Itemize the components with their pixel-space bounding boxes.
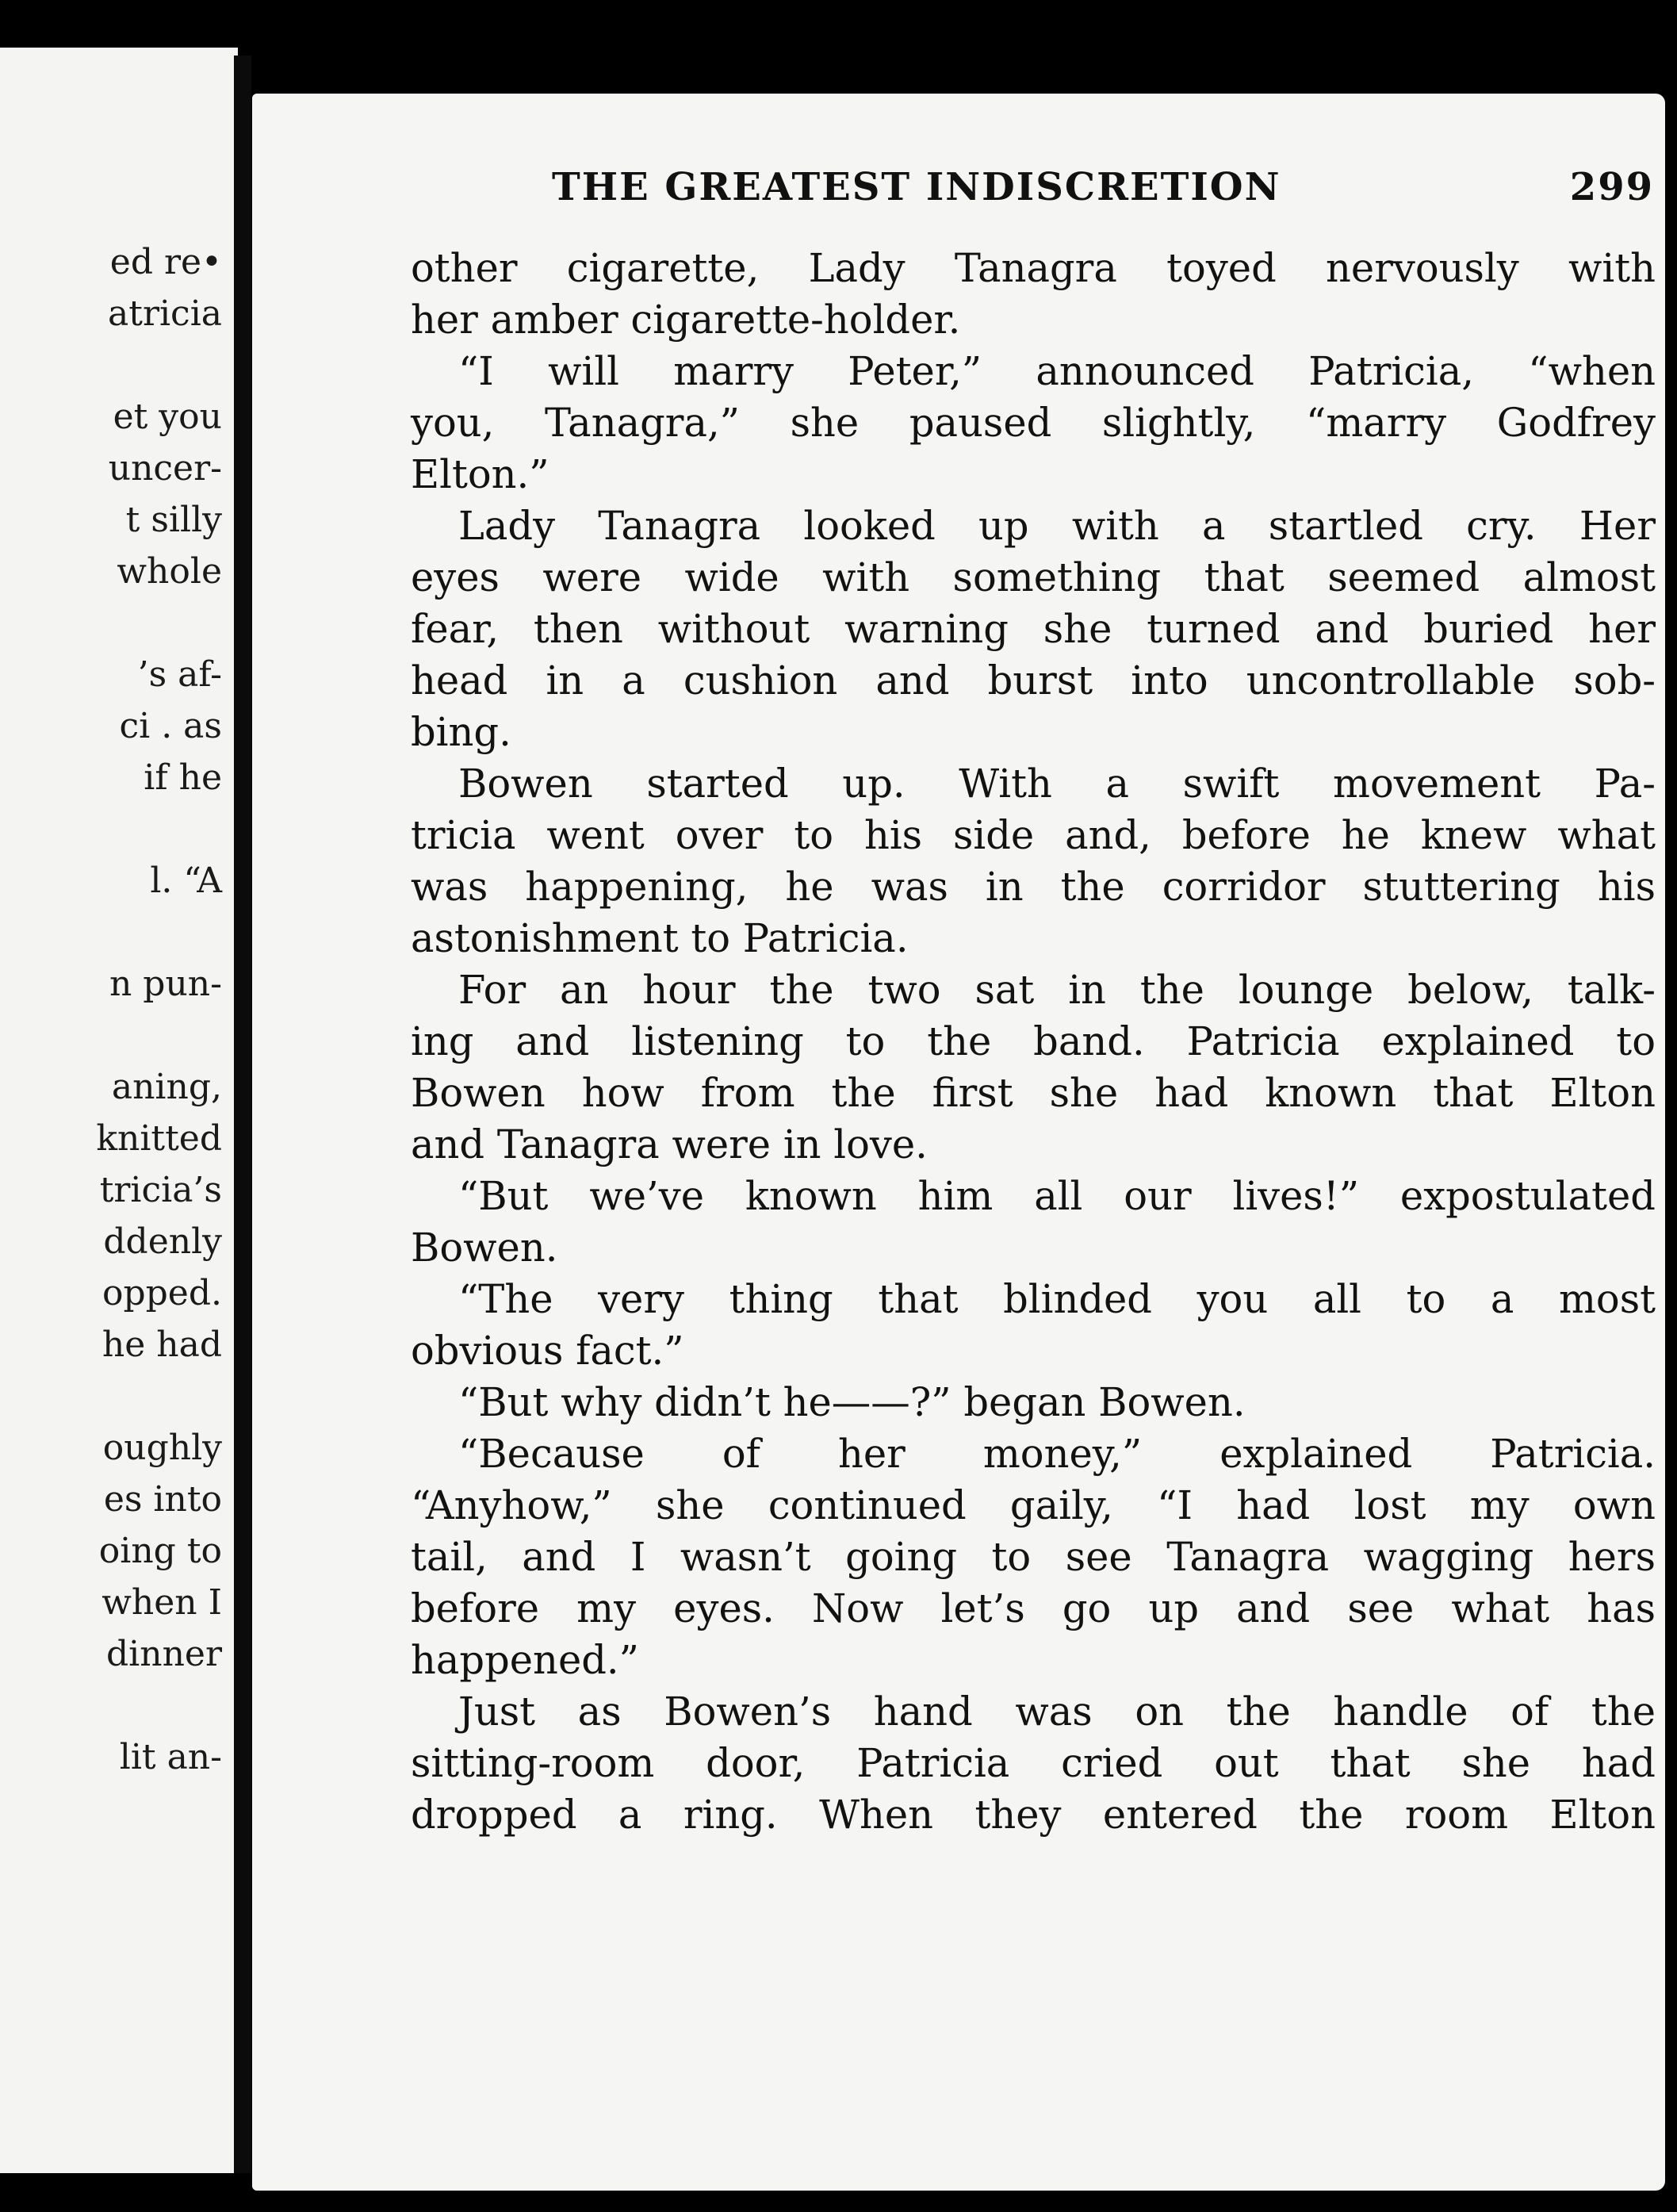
text-line: happened.” [411, 1637, 639, 1683]
body-text [411, 243, 1656, 1841]
page-number: 299 [1569, 165, 1654, 209]
text-line: For an hour the two sat in the lounge below, talk- [458, 967, 1656, 1013]
text-line: head in a cushion and burst into uncontrollable sob- [411, 657, 1656, 703]
left-page-fragment: t silly [125, 500, 222, 540]
text-line: Just as Bowen’s hand was on the handle of the [458, 1689, 1656, 1735]
text-line: “But why didn’t he——?” began Bowen. [458, 1379, 1246, 1425]
text-line: Bowen. [411, 1225, 558, 1271]
text-line: “I will marry Peter,” announced Patricia, “when [458, 348, 1656, 394]
text-line: “But we’ve known him all our lives!” expostulated [458, 1173, 1656, 1219]
left-page [0, 48, 238, 2173]
text-line: Elton.” [411, 451, 549, 497]
right-page [252, 94, 1665, 2191]
left-page-fragment: when I [101, 1582, 222, 1623]
left-page-fragment: ddenly [103, 1221, 222, 1262]
text-line: bing. [411, 709, 511, 755]
left-page-fragment: atricia [108, 293, 222, 334]
text-line: and Tanagra were in love. [411, 1121, 928, 1167]
text-line: sitting-room door, Patricia cried out that she had [411, 1740, 1656, 1786]
left-page-fragment: l. “A [150, 861, 222, 901]
text-line: fear, then without warning she turned and buried her [411, 606, 1656, 652]
text-line: ing and listening to the band. Patricia explained to [411, 1018, 1656, 1064]
text-line: you, Tanagra,” she paused slightly, “marry Godfrey [411, 400, 1656, 446]
left-page-fragment: ’s af- [137, 654, 222, 695]
left-page-fragment: tricia’s [99, 1170, 222, 1210]
left-page-fragment: he had [101, 1325, 222, 1365]
left-page-fragment: aning, [111, 1067, 222, 1107]
text-line: tail, and I wasn’t going to see Tanagra wagging hers [411, 1534, 1656, 1580]
text-line: dropped a ring. When they entered the room Elton [411, 1792, 1656, 1838]
left-page-fragment: uncer- [108, 448, 222, 489]
left-page-fragment: ed re• [109, 242, 222, 282]
left-page-fragment: whole [117, 551, 222, 592]
left-page-fragment: oughly [102, 1428, 222, 1468]
text-line: before my eyes. Now let’s go up and see what has [411, 1585, 1656, 1631]
left-page-fragment: oing to [98, 1531, 222, 1571]
running-title: THE GREATEST INDISCRETION [552, 165, 1281, 209]
text-line: obvious fact.” [411, 1328, 684, 1374]
left-page-fragment: if he [144, 757, 222, 798]
left-page-fragment: opped. [101, 1273, 222, 1313]
left-page-fragment: ci . as [119, 706, 222, 746]
text-line: Bowen how from the first she had known that Elton [411, 1070, 1656, 1116]
text-line: was happening, he was in the corridor stuttering his [411, 864, 1656, 910]
text-line: Bowen started up. With a swift movement Pa- [458, 761, 1656, 807]
text-line: tricia went over to his side and, before he knew what [411, 812, 1656, 858]
left-page-fragment: n pun- [109, 964, 222, 1004]
text-line: Lady Tanagra looked up with a startled cry. Her [458, 503, 1656, 549]
text-line: “Anyhow,” she continued gaily, “I had lost my own [411, 1482, 1656, 1528]
text-line: astonishment to Patricia. [411, 915, 909, 961]
left-page-fragment: dinner [106, 1634, 222, 1674]
left-page-fragment: lit an- [119, 1737, 222, 1777]
text-line: “Because of her money,” explained Patricia. [458, 1431, 1656, 1477]
text-line: eyes were wide with something that seemed almost [411, 554, 1656, 600]
text-line: other cigarette, Lady Tanagra toyed nervously with [411, 245, 1656, 291]
left-page-fragment: es into [103, 1479, 222, 1520]
book-gutter [234, 56, 251, 2173]
left-page-fragment: knitted [96, 1118, 222, 1159]
text-line: “The very thing that blinded you all to a most [458, 1276, 1656, 1322]
left-page-fragment: et you [113, 397, 222, 437]
text-line: her amber cigarette-holder. [411, 297, 961, 343]
